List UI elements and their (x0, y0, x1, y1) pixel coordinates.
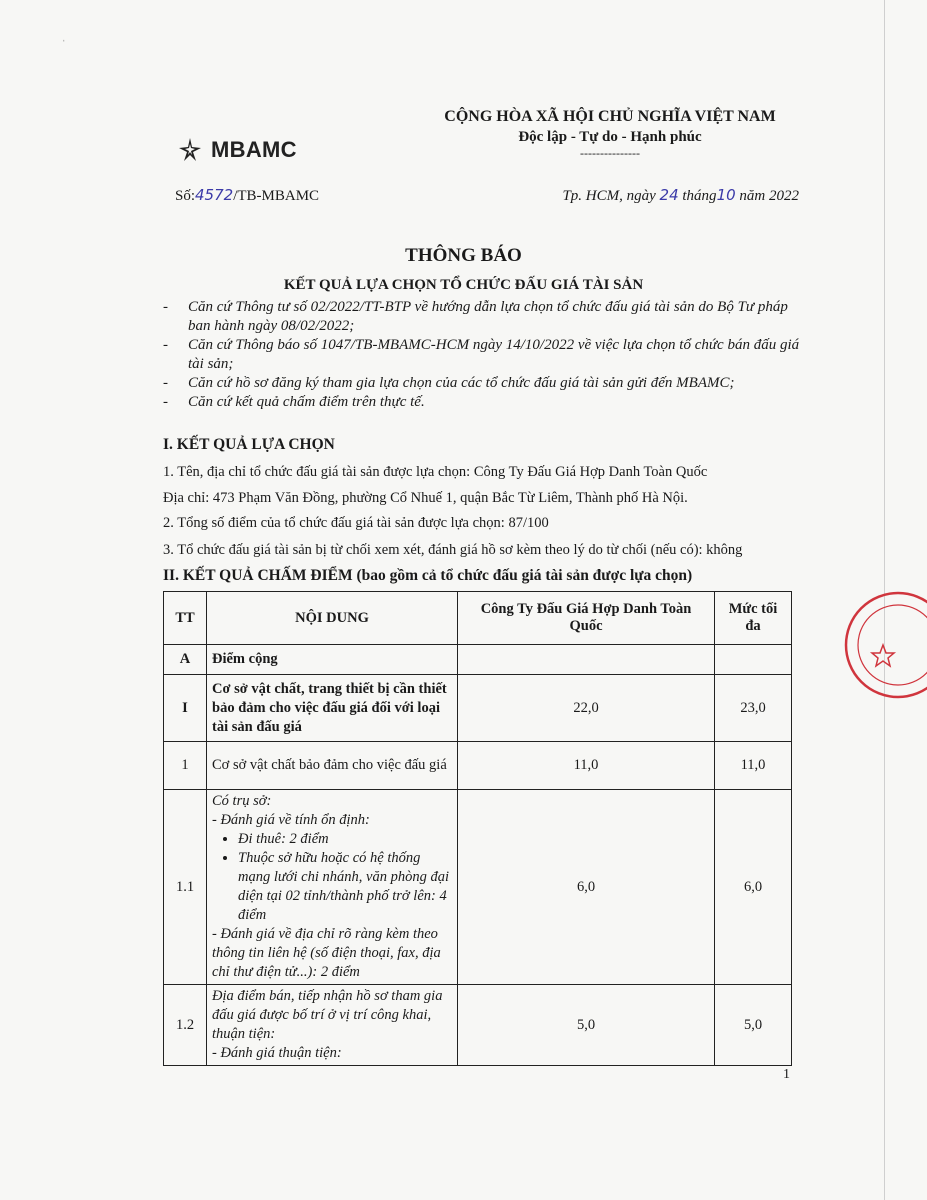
basis-item: - Căn cứ kết quả chấm điểm trên thực tế. (163, 394, 425, 410)
company-logo (175, 135, 297, 165)
header-max: Mức tối đa (715, 592, 792, 645)
basis-item: - Căn cứ hồ sơ đăng ký tham gia lựa chọn của các tổ chức đấu giá tài sản gửi đến MBAMC; (163, 375, 735, 391)
section-heading-1: I. KẾT QUẢ LỰA CHỌN (163, 436, 335, 453)
national-header (420, 108, 800, 158)
table-row: I Cơ sở vật chất, trang thiết bị cần thiết bảo đảm cho việc đấu giá đối với loại tài sản đấu giá 22,0 23,0 (164, 675, 792, 742)
handwritten-day: 24 (659, 186, 679, 204)
header-content: NỘI DUNG (207, 592, 458, 645)
header-tt: TT (164, 592, 207, 645)
legal-bases (163, 298, 803, 412)
table-row: 1 Cơ sở vật chất bảo đảm cho việc đấu giá 11,0 11,0 (164, 742, 792, 790)
handwritten-number: 4572 (195, 186, 234, 204)
basis-item: - Căn cứ Thông báo số 1047/TB-MBAMC-HCM ngày 14/10/2022 về việc lựa chọn tổ chức bán đấu giá tài sản; (163, 337, 800, 372)
table-row: A Điểm cộng (164, 645, 792, 675)
table-row: 1.2 Địa điểm bán, tiếp nhận hồ sơ tham gia đấu giá được bố trí ở vị trí công khai, thuận tiện: - Đánh giá thuận tiện: 5,0 5,0 (164, 985, 792, 1066)
criteria-bullets: • Đi thuê: 2 điểm • Thuộc sở hữu hoặc có hệ thống mạng lưới chi nhánh, văn phòng đại diện tại 02 tỉnh/thành phố trở lên: 4 điểm (212, 830, 452, 925)
criteria-cell: Có trụ sở: - Đánh giá về tính ổn định: • Đi thuê: 2 điểm • Thuộc sở hữu hoặc có hệ thống mạng lưới chi nhánh, văn phòng đại diện tại 02 tỉnh/thành phố trở lên: 4 điểm - Đánh giá về địa chỉ rõ ràng kèm theo thông tin liên hệ (số điện thoại, fax, địa chỉ thư điện tử...): 2 điểm (207, 790, 458, 985)
red-seal-stamp (838, 585, 927, 705)
document-number: Số:4572/TB-MBAMC (175, 186, 320, 204)
section-heading-2: II. KẾT QUẢ CHẤM ĐIỂM (bao gồm cả tổ chức đấu giá tài sản được lựa chọn) (163, 567, 693, 584)
nation-divider: --------------- (580, 146, 640, 160)
logo-text: MBAMC (211, 137, 297, 162)
nation-name: CỘNG HÒA XÃ HỘI CHỦ NGHĨA VIỆT NAM (444, 108, 776, 125)
document-subtitle: KẾT QUẢ LỰA CHỌN TỔ CHỨC ĐẤU GIÁ TÀI SẢN (283, 277, 644, 293)
handwritten-month: 10 (716, 186, 736, 204)
selection-score: 2. Tổng số điểm của tổ chức đấu giá tài sản được lựa chọn: 87/100 (163, 515, 549, 531)
scan-mark: ˈ (62, 38, 66, 50)
header-company: Công Ty Đấu Giá Hợp Danh Toàn Quốc (458, 592, 715, 645)
nation-motto: Độc lập - Tự do - Hạnh phúc (518, 129, 702, 145)
selection-address: Địa chỉ: 473 Phạm Văn Đồng, phường Cổ Nhuế 1, quận Bắc Từ Liêm, Thành phố Hà Nội. (163, 490, 688, 506)
table-row: 1.1 Có trụ sở: - Đánh giá về tính ổn định: • Đi thuê: 2 điểm • Thuộc sở hữu hoặc có hệ thống mạng lưới chi nhánh, văn phòng đại diện tại 02 tỉnh/thành phố trở lên: 4 điểm - Đánh giá về địa chỉ rõ ràng kèm theo thông tin liên hệ (số điện thoại, fax, địa chỉ thư điện tử...): 2 điểm 6,0 6,0 (164, 790, 792, 985)
basis-item: - Căn cứ Thông tư số 02/2022/TT-BTP về hướng dẫn lựa chọn tổ chức đấu giá tài sản do Bộ Tư pháp ban hành ngày 08/02/2022; (163, 299, 788, 334)
document-date: Tp. HCM, ngày 24 tháng10 năm 2022 (562, 186, 799, 204)
document-title: THÔNG BÁO (405, 245, 522, 266)
rejection-note: 3. Tổ chức đấu giá tài sản bị từ chối xem xét, đánh giá hồ sơ kèm theo lý do từ chối (nếu có): không (163, 542, 743, 558)
selection-name: 1. Tên, địa chỉ tổ chức đấu giá tài sản được lựa chọn: Công Ty Đấu Giá Hợp Danh Toàn Quốc (163, 464, 708, 480)
logo-star-icon (175, 135, 205, 165)
score-table (163, 591, 792, 1066)
page-number: 1 (783, 1067, 790, 1082)
table-header-row (164, 592, 792, 645)
